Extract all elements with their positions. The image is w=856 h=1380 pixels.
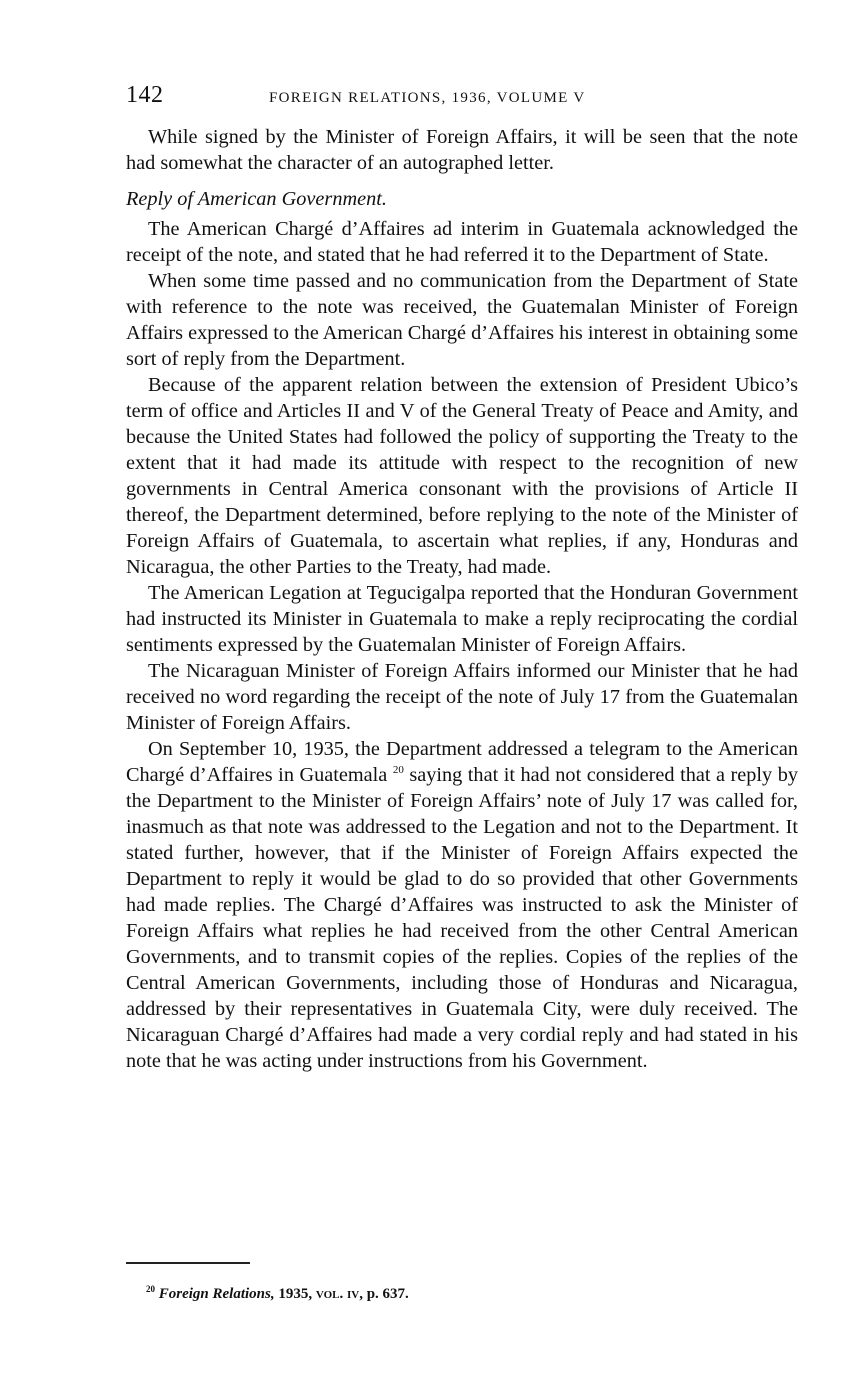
paragraph-1: While signed by the Minister of Foreign Affairs, it will be seen that the note had somewhat the character of an autographed letter. bbox=[126, 126, 798, 174]
paragraph-7 bbox=[126, 736, 798, 1074]
running-head: FOREIGN RELATIONS, 1936, VOLUME V bbox=[269, 90, 586, 106]
footnote-source-title: Foreign Relations, bbox=[158, 1286, 275, 1302]
footnote-page: , p. 637. bbox=[359, 1286, 409, 1302]
paragraph-6: The Nicaraguan Minister of Foreign Affairs informed our Minister that he had received no word regarding the receipt of the note of July 17 from the Guatemalan Minister of Foreign Affairs. bbox=[126, 660, 798, 734]
footnote-volume: vol. iv bbox=[315, 1286, 360, 1302]
footnote-marker: 20 bbox=[146, 1284, 155, 1294]
paragraph-7-start: On September 10, 1935, the Department addressed a telegram to the American Chargé d’Affaires in Guatemala bbox=[126, 738, 798, 786]
side-heading: Reply of American Government. bbox=[126, 188, 387, 210]
footnote bbox=[146, 1279, 409, 1304]
page-number: 142 bbox=[126, 82, 164, 108]
paragraph-2: The American Chargé d’Affaires ad interim in Guatemala acknowledged the receipt of the note, and stated that he had referred it to the Department of State. bbox=[126, 218, 798, 266]
page-header bbox=[126, 80, 798, 112]
paragraph-3: When some time passed and no communication from the Department of State with reference to the note was received, the Guatemalan Minister of Foreign Affairs expressed to the American Chargé d’Affaires his interest in obtaining some sort of reply from the Department. bbox=[126, 270, 798, 370]
footnote-reference: 20 bbox=[392, 764, 404, 776]
footnote-year: 1935, bbox=[274, 1286, 316, 1302]
paragraph-4: Because of the apparent relation between the extension of President Ubico’s term of office and Articles II and V of the General Treaty of Peace and Amity, and because the United States had followed the policy of supporting the Treaty to the extent that it had made its attitude with respect to the recognition of new governments in Central America consonant with the provisions of Article II thereof, the Department determined, before replying to the note of the Minister of Foreign Affairs of Guatemala, to ascertain what replies, if any, Honduras and Nicaragua, the other Parties to the Treaty, had made. bbox=[126, 374, 798, 578]
body-text bbox=[126, 124, 798, 1074]
paragraph-5: The American Legation at Tegucigalpa reported that the Honduran Government had instructed its Minister in Guatemala to make a reply reciprocating the cordial sentiments expressed by the Guatemalan Minister of Foreign Affairs. bbox=[126, 582, 798, 656]
paragraph-7-end: saying that it had not considered that a reply by the Department to the Minister of Foreign Affairs’ note of July 17 was called for, inasmuch as that note was addressed to the Legation and not to the Department. It stated further, however, that if the Minister of Foreign Affairs expected the Department to reply it would be glad to do so provided that other Governments had made replies. The Chargé d’Affaires was instructed to ask the Minister of Foreign Affairs what replies he had received from the other Central American Governments, and to transmit copies of the replies. Copies of the replies of the Central American Governments, including those of Honduras and Nicaragua, addressed by their representatives in Guatemala City, were duly received. The Nicaraguan Chargé d’Affaires had made a very cordial reply and had stated in his note that he was acting under instructions from his Government. bbox=[126, 764, 798, 1072]
footnote-divider bbox=[126, 1262, 250, 1264]
